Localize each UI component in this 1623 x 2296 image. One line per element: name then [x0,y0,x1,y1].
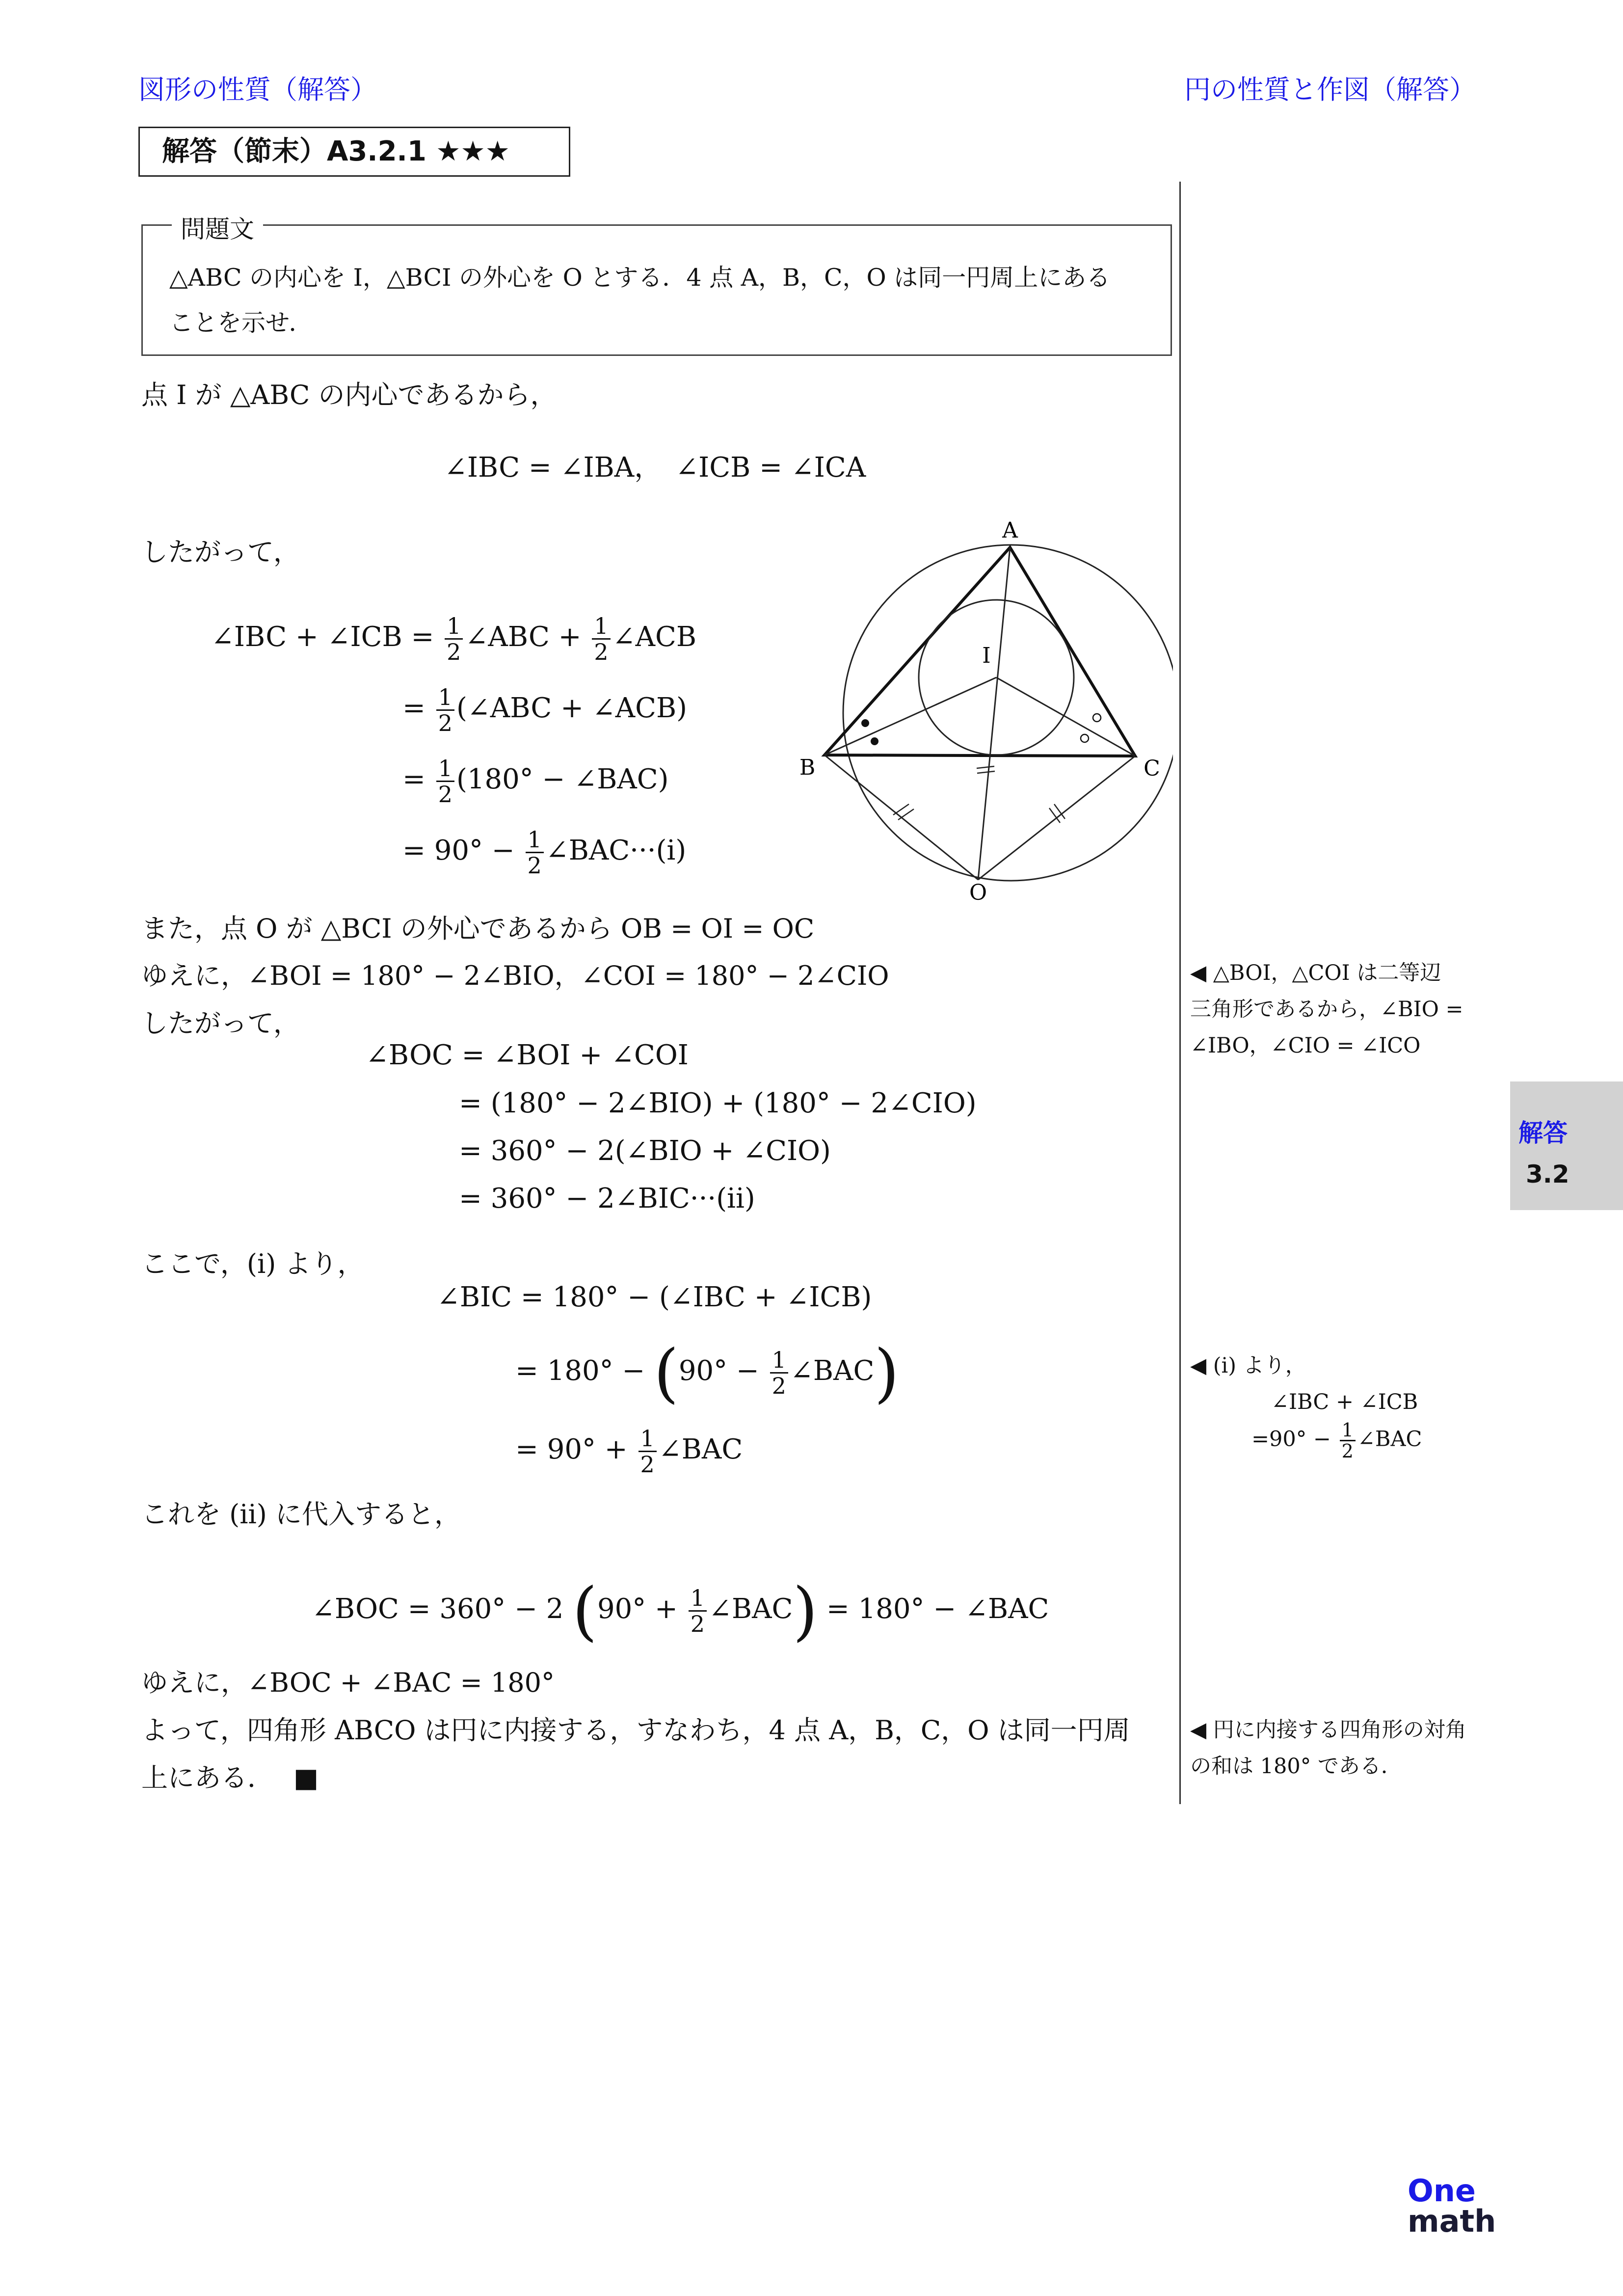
fraction-half: $\frac{1}{2}$ [436,756,454,807]
fraction-half: $\frac{1}{2}$ [689,1586,707,1636]
equation-4-row-1: ∠BIC = 180° − (∠IBC + ∠ICB) [437,1281,872,1313]
fraction-half: $\frac{1}{2}$ [639,1426,657,1477]
fraction-half: $\frac{1}{2}$ [526,827,544,878]
equation-2-row-1: ∠IBC + ∠ICB = $\frac{1}{2}$ ∠ABC + $\frac{1}{2}$ ∠ACB [211,613,697,665]
tick-mark-io [977,766,994,768]
paragraph-8: ゆえに，∠BOC + ∠BAC = 180° [141,1667,555,1698]
paragraph-7: これを (ii) に代入すると， [141,1499,461,1530]
qed-mark: ■ [293,1762,319,1793]
paragraph-3: また，点 O が △BCI の外心であるから OB = OI = OC [141,913,815,944]
tick-mark-io [977,771,995,773]
header-left: 図形の性質（解答） [138,74,377,105]
geometry-figure [780,511,1173,903]
equation-5: ∠BOC = 360° − 2 (90° + $\frac{1}{2}$ ∠BAC) = 180° − ∠BAC [312,1573,1049,1648]
equation-4-row-3: = 90° + $\frac{1}{2}$ ∠BAC [515,1425,743,1478]
label-a: A [1002,518,1018,543]
paragraph-5: したがって， [141,1008,300,1039]
equation-2-row-4: = 90° − $\frac{1}{2}$ ∠BAC···(i) [402,826,687,879]
label-b: B [799,755,816,780]
section-tab[interactable] [1510,1081,1623,1210]
sidenote-3: ◀ 円に内接する四角形の対角 の和は 180° である． [1190,1718,1466,1779]
label-i: I [982,643,991,668]
triangle-abc [825,547,1135,756]
segment-ao [978,547,1010,880]
fraction-half: $\frac{1}{2}$ [436,685,454,735]
label-c: C [1144,756,1160,781]
problem-line-1: △ABC の内心を I，△BCI の外心を O とする．4 点 A，B，C，O は同一円周上にある [169,264,1111,292]
paragraph-10: 上にある． ■ [141,1762,319,1793]
paragraph-2: したがって， [141,537,300,567]
header-right: 円の性質と作図（解答） [1184,74,1476,105]
segment-ci [996,677,1135,756]
fraction-half: $\frac{1}{2}$ [592,614,610,664]
angle-mark-dot [861,719,869,727]
angle-mark-circle [1093,714,1101,722]
problem-text [169,255,1156,346]
equation-2-row-3: = $\frac{1}{2}$ (180° − ∠BAC) [402,755,669,808]
paragraph-6: ここで，(i) より， [141,1248,364,1279]
equation-3-row-1: ∠BOC = ∠BOI + ∠COI [366,1039,689,1071]
angle-mark-dot [871,737,878,745]
sidenote-2: ◀ (i) より， ∠IBC + ∠ICB =90° − $\frac{1}{2}$ ∠BAC [1190,1353,1422,1462]
problem-line-2: ことを示せ． [169,309,313,337]
section-title: 解答（節末）A3.2.1 ★★★ [138,127,570,177]
label-o: O [969,880,987,903]
tab-number: 3.2 [1526,1160,1570,1189]
equation-2-row-2: = $\frac{1}{2}$ (∠ABC + ∠ACB) [402,684,687,736]
equation-3-row-4: = 360° − 2∠BIC···(ii) [459,1183,755,1215]
margin-divider [1179,182,1181,1804]
paragraph-4: ゆえに，∠BOI = 180° − 2∠BIO，∠COI = 180° − 2∠CIO [141,960,889,991]
equation-3-row-3: = 360° − 2(∠BIO + ∠CIO) [459,1135,831,1167]
paragraph-9: よって，四角形 ABCO は円に内接する，すなわち，4 点 A，B，C，O は同一円周 [141,1715,1130,1746]
equation-1: ∠IBC = ∠IBA， ∠ICB = ∠ICA [444,452,866,484]
paragraph-1: 点 I が △ABC の内心であるから， [141,379,557,410]
problem-label: 問題文 [172,210,263,245]
equation-3-row-2: = (180° − 2∠BIO) + (180° − 2∠CIO) [459,1087,977,1119]
fraction-half: $\frac{1}{2}$ [770,1348,788,1398]
fraction-half: $\frac{1}{2}$ [445,614,463,664]
sidenote-1: ◀ △BOI，△COI は二等辺 三角形であるから，∠BIO = ∠IBO，∠CIO = ∠ICO [1190,961,1463,1058]
equation-4-row-2: = 180° − (90° − $\frac{1}{2}$ ∠BAC) [515,1335,900,1410]
tab-label: 解答 [1518,1119,1568,1147]
onemath-logo: One math [1408,2173,1496,2239]
angle-mark-circle [1081,734,1089,742]
segment-bi [825,677,996,755]
circumcircle [843,545,1173,881]
